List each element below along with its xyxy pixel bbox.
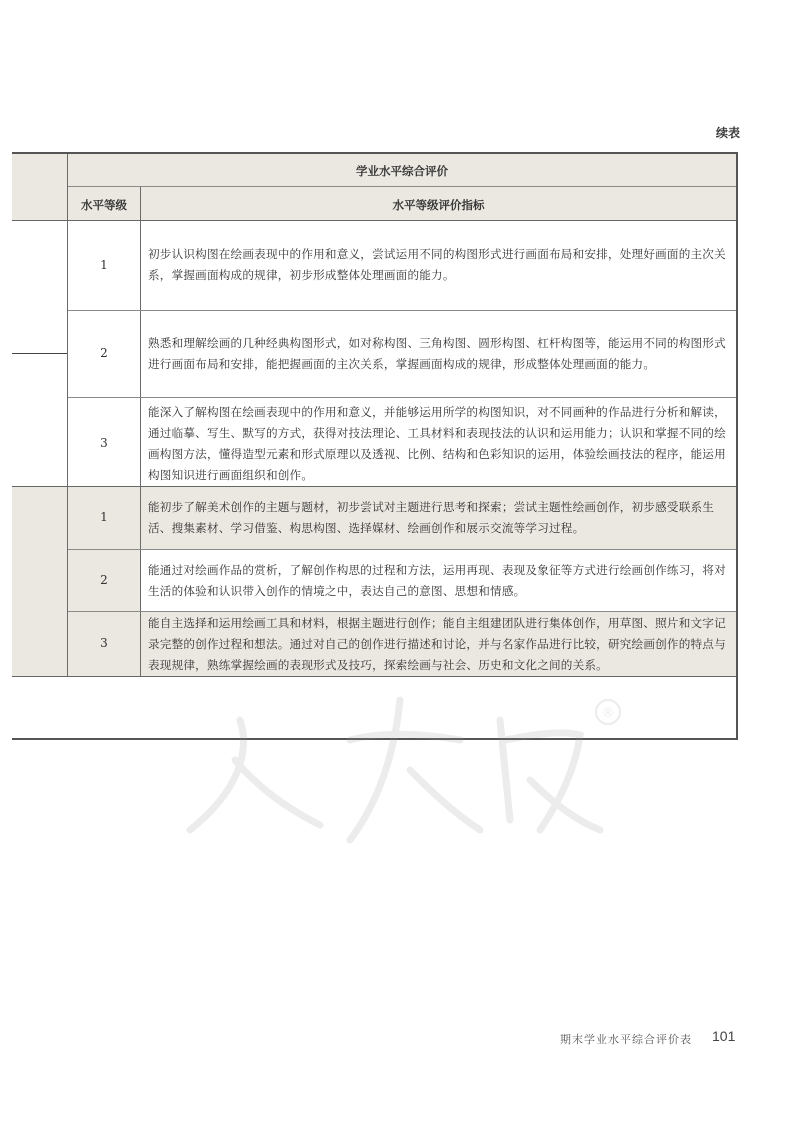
indicator-text: 能通过对绘画作品的赏析，了解创作构思的过程和方法，运用再现、表现及象征等方式进行绘画创作练习，将对生活的体验和认识带入创作的情境之中，表达自己的意图、思想和情感。 [148,563,726,598]
indicator-text: 能自主选择和运用绘画工具和材料，根据主题进行创作；能自主组建团队进行集体创作，用草图、照片和文字记录完整的创作过程和想法。通过对自己的创作进行描述和讨论，并与名家作品进行比较，研究绘画创作的特点与表现规律，熟练掌握绘画的表现形式及技巧，探索绘画与社会、历史和文化之间的关系。 [148,616,726,672]
level-number: 2 [100,346,108,360]
registered-mark: ® [601,706,615,721]
footer-title: 期末学业水平综合评价表 [560,1033,692,1046]
indicator-text: 熟悉和理解绘画的几种经典构图形式，如对称构图、三角构图、圆形构图、杠杆构图等，能运用不同的构图形式进行画面布局和安排，能把握画面的主次关系，掌握画面构成的规律，形成整体处理画面的能力。 [148,336,726,371]
page-number: 101 [712,1028,736,1044]
publisher-watermark-logo [180,680,640,850]
level-number: 2 [100,573,108,587]
level-number: 1 [100,258,108,272]
row-rule-2 [68,397,736,398]
level-column-header: 水平等级 [81,198,127,212]
row-rule-1 [68,310,736,311]
indicator-text: 初步认识构图在绘画表现中的作用和意义，尝试运用不同的构图形式进行画面布局和安排，处理好画面的主次关系，掌握画面构成的规律，初步形成整体处理画面的能力。 [148,247,726,282]
level-number: 3 [100,436,108,450]
row-rule-header [68,186,736,187]
indicator-text: 能深入了解构图在绘画表现中的作用和意义，并能够运用所学的构图知识，对不同画种的作品进行分析和解读，通过临摹、写生、默写的方式，获得对技法理论、工具材料和表现技法的认识和运用能力；认识和掌握不同的绘画构图方法，懂得造型元素和形式原理以及透视、比例、结构和色彩知识的运用，体验绘画技法的程序，能运用构图知识进行画面组织和创作。 [148,405,726,482]
row-rule-subheader [12,220,736,221]
row-rule-3 [12,486,736,487]
indicator-text: 能初步了解美术创作的主题与题材，初步尝试对主题进行思考和探索；尝试主题性绘画创作，初步感受联系生活、搜集素材、学习借鉴、构思构图、选择媒材、绘画创作和展示交流等学习过程。 [148,500,715,535]
row-rule-5 [68,611,736,612]
table-right-border [736,152,738,740]
row-rule-4 [68,549,736,550]
indicator-column-header: 水平等级评价指标 [392,198,485,212]
table-top-border [12,152,738,154]
section1-stub-line [12,353,68,354]
level-number: 1 [100,510,108,524]
main-header: 学业水平综合评价 [356,164,448,178]
row-rule-6 [12,676,736,677]
continued-label: 续表 [715,126,740,140]
level-number: 3 [100,636,108,650]
col-divider-2 [140,187,141,676]
col-divider-1 [67,154,68,676]
